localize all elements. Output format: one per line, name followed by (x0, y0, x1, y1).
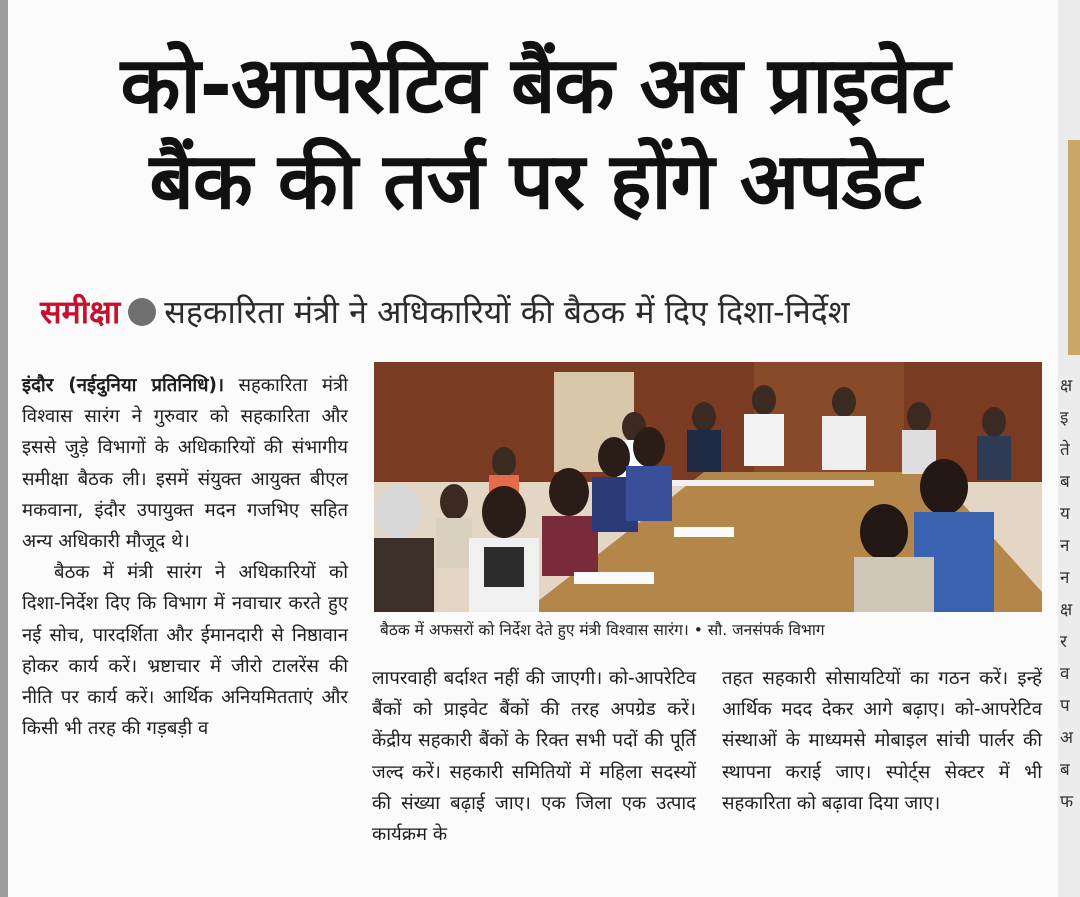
adjacent-column-glyph: य (1060, 504, 1070, 524)
photo-caption: बैठक में अफसरों को निर्देश देते हुए मंत्री विश्वास सारंग। • सौ. जनसंपर्क विभाग (380, 621, 825, 639)
subhead-text: सहकारिता मंत्री ने अधिकारियों की बैठक में दिए दिशा-निर्देश (164, 293, 850, 331)
adjacent-column-glyph: फ (1060, 792, 1074, 812)
adjacent-column-text (1060, 370, 1080, 818)
adjacent-photo-edge (1068, 140, 1080, 355)
article-para-2: बैठक में मंत्री सारंग ने अधिकारियों को दिशा-निर्देश दिए कि विभाग में नवाचार करते हुए नई सोच, पारदर्शिता और ईमानदारी से निष्ठावान होकर कार्य करें। भ्रष्टाचार में जीरो टालरेंस की नीति पर कार्य करें। आर्थिक अनियमितताएं और किसी भी तरह की गड़बड़ी व (22, 562, 348, 740)
adjacent-column-glyph: अ (1060, 728, 1073, 748)
adjacent-column-glyph: न (1060, 536, 1070, 556)
adjacent-column-glyph: ते (1060, 440, 1070, 460)
adjacent-column-glyph: इ (1060, 408, 1069, 428)
adjacent-column-glyph: प (1060, 696, 1070, 716)
adjacent-column-glyph: न (1060, 568, 1070, 588)
subheadline (40, 288, 1050, 336)
adjacent-column-glyph: क्ष (1060, 376, 1073, 396)
bullet-dot-icon (128, 298, 156, 326)
article-column-2: लापरवाही बर्दाश्त नहीं की जाएगी। को-आपरेटिव बैंकों को प्राइवेट बैंकों की तरह अपग्रेड करें। केंद्रीय सहकारी बैंकों के रिक्त सभी पदों की पूर्ति जल्द करें। सहकारी समितियों में महिला सदस्यों की संख्या बढ़ाई जाए। एक जिला एक उत्पाद कार्यक्रम के (372, 668, 696, 846)
meeting-photo (374, 362, 1042, 612)
headline-line-1: को-आपरेटिव बैंक अब प्राइवेट (120, 41, 950, 131)
dateline: इंदौर (नईदुनिया प्रतिनिधि)। (22, 375, 225, 396)
headline-line-2: बैंक की तर्ज पर होंगे अपडेट (149, 137, 921, 227)
meeting-photo-illustration (374, 362, 1042, 612)
article-column-1 (22, 370, 348, 744)
adjacent-column-glyph: ब (1060, 760, 1070, 780)
subhead-kicker: समीक्षा (40, 293, 121, 331)
article-column-3: तहत सहकारी सोसायटियों का गठन करें। इन्हें आर्थिक मदद देकर आगे बढ़ाए। को-आपरेटिव संस्थाओं के माध्यमसे मोबाइल सांची पार्लर की स्थापना कराई जाए। स्पोर्ट्स सेक्टर में भी सहकारिता को बढ़ावा दिया जाए। (722, 668, 1042, 814)
headline (20, 38, 1050, 230)
adjacent-column-glyph: ब (1060, 472, 1070, 492)
left-page-edge (0, 0, 8, 897)
adjacent-column-glyph: र (1060, 632, 1067, 652)
adjacent-column-glyph: क्ष (1060, 600, 1073, 620)
article-para-1: सहकारिता मंत्री विश्वास सारंग ने गुरुवार को सहकारिता और इससे जुड़े विभागों के अधिकारियों की संभागीय समीक्षा बैठक ली। इसमें संयुक्त आयुक्त बीएल मकवाना, इंदौर उपायुक्त मदन गजभिए सहित अन्य अधिकारी मौजूद थे। (22, 375, 348, 553)
adjacent-column-glyph: व (1060, 664, 1070, 684)
